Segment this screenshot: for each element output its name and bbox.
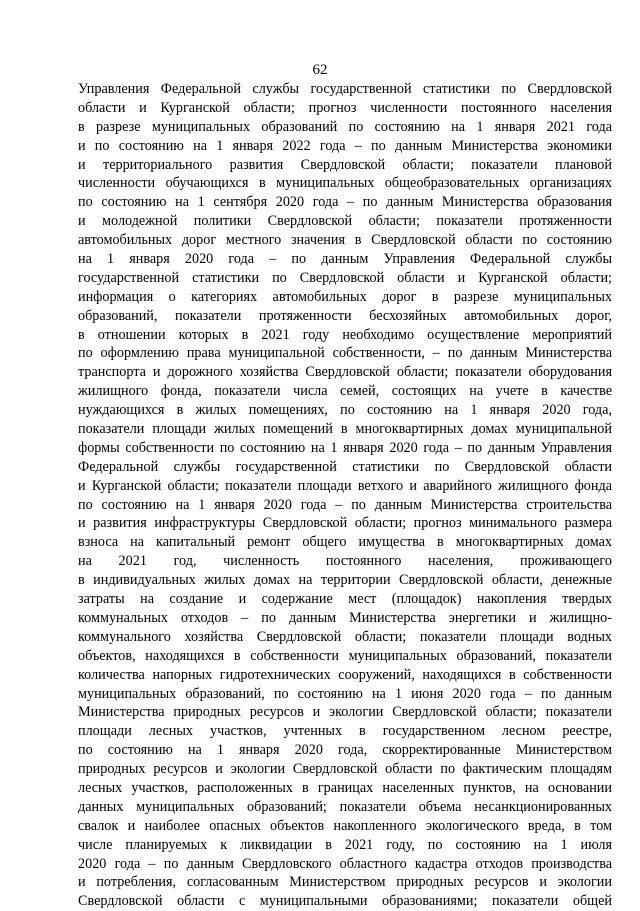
text-line: коммунальных отходов – по данным Министерства энергетики и жилищно- bbox=[78, 609, 612, 626]
text-line: и молодежной политики Свердловской области; показатели протяженности bbox=[78, 213, 612, 230]
text-line: по состоянию на 1 января 2020 года, скорректированные Министерством bbox=[78, 742, 612, 759]
page-number: 62 bbox=[312, 62, 328, 78]
text-line: объектов, находящихся в собственности муниципальных образований, показатели bbox=[78, 647, 612, 664]
text-line: площади лесных участков, учтенных в государственном лесном реестре, bbox=[78, 723, 612, 740]
text-line: и территориального развития Свердловской области; показатели плановой bbox=[78, 156, 612, 173]
text-line: и Курганской области; показатели площади ветхого и аварийного жилищного фонда bbox=[78, 477, 612, 494]
body-text bbox=[78, 80, 612, 911]
text-line: взноса на капитальный ремонт общего имущества в многоквартирных домах bbox=[78, 534, 612, 551]
text-line: в индивидуальных жилых домах на территории Свердловской области, денежные bbox=[78, 572, 612, 589]
text-line: формы собственности по состоянию на 1 января 2020 года – по данным Управления bbox=[78, 439, 612, 456]
text-line: информация о категориях автомобильных дорог в разрезе муниципальных bbox=[78, 288, 612, 305]
text-line: на 1 января 2020 года – по данным Управления Федеральной службы bbox=[78, 251, 612, 268]
text-line: по оформлению права муниципальной собственности, – по данным Министерства bbox=[78, 345, 612, 362]
text-line: автомобильных дорог местного значения в Свердловской области по состоянию bbox=[78, 232, 612, 249]
text-line: числе планируемых к ликвидации в 2021 году, по состоянию на 1 июля bbox=[78, 836, 612, 853]
text-line: затраты на создание и содержание мест (площадок) накопления твердых bbox=[78, 591, 612, 608]
text-line: показатели площади жилых помещений в многоквартирных домах муниципальной bbox=[78, 421, 612, 438]
text-line: на 2021 год, численность постоянного населения, проживающего bbox=[78, 553, 612, 570]
text-line: государственной статистики по Свердловской области и Курганской области; bbox=[78, 269, 612, 286]
text-line: Свердловской области с муниципальными образованиями; показатели общей bbox=[78, 893, 612, 910]
text-line: по состоянию на 1 сентября 2020 года – по данным Министерства образования bbox=[78, 194, 612, 211]
text-line: по состоянию на 1 января 2020 года – по данным Министерства строительства bbox=[78, 496, 612, 513]
text-line: области и Курганской области; прогноз численности постоянного населения bbox=[78, 99, 612, 116]
text-line: Министерства природных ресурсов и экологии Свердловской области; показатели bbox=[78, 704, 612, 721]
text-line: и по состоянию на 1 января 2022 года – по данным Министерства экономики bbox=[78, 137, 612, 154]
text-line: транспорта и дорожного хозяйства Свердловской области; показатели оборудования bbox=[78, 364, 612, 381]
text-line: образований, показатели протяженности бесхозяйных автомобильных дорог, bbox=[78, 307, 612, 324]
text-line: муниципальных образований, по состоянию на 1 июня 2020 года – по данным bbox=[78, 685, 612, 702]
text-line: и развития инфраструктуры Свердловской области; прогноз минимального размера bbox=[78, 515, 612, 532]
text-line: данных муниципальных образований; показатели объема несанкционированных bbox=[78, 798, 612, 815]
text-line: в отношении которых в 2021 году необходимо осуществление мероприятий bbox=[78, 326, 612, 343]
text-line: свалок и наиболее опасных объектов накопленного экологического вреда, в том bbox=[78, 817, 612, 834]
text-line: количества напорных гидротехнических сооружений, находящихся в собственности bbox=[78, 666, 612, 683]
text-line: природных ресурсов и экологии Свердловской области по фактическим площадям bbox=[78, 761, 612, 778]
text-line: и потребления, согласованным Министерством природных ресурсов и экологии bbox=[78, 874, 612, 891]
text-line: численности обучающихся в муниципальных общеобразовательных организациях bbox=[78, 175, 612, 192]
text-line: коммунального хозяйства Свердловской области; показатели площади водных bbox=[78, 628, 612, 645]
text-line: Управления Федеральной службы государственной статистики по Свердловской bbox=[78, 81, 612, 97]
text-line: жилищного фонда, показатели числа семей, состоящих на учете в качестве bbox=[78, 383, 612, 400]
text-line: в разрезе муниципальных образований по состоянию на 1 января 2021 года bbox=[78, 118, 612, 135]
text-line: Федеральной службы государственной статистики по Свердловской области bbox=[78, 458, 612, 475]
text-line: нуждающихся в жилых помещениях, по состоянию на 1 января 2020 года, bbox=[78, 402, 612, 419]
text-line: 2020 года – по данным Свердловского областного кадастра отходов производства bbox=[78, 855, 612, 872]
text-line: лесных участков, расположенных в границах населенных пунктов, на основании bbox=[78, 779, 612, 796]
